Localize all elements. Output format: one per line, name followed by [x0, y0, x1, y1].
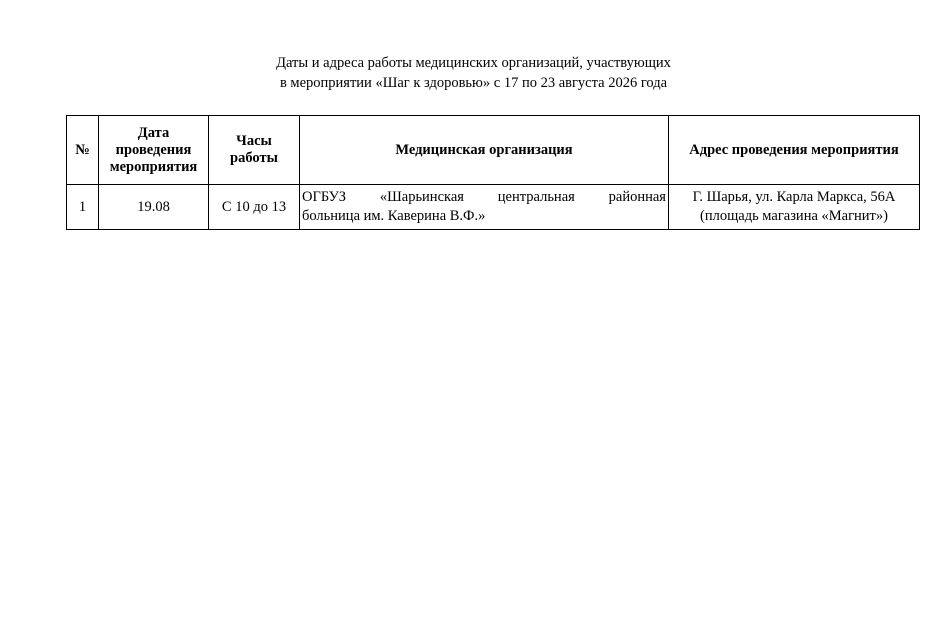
row-number: 1 — [67, 185, 99, 230]
row-address — [669, 185, 920, 230]
organization-word: ОГБУЗ — [302, 189, 347, 205]
organization-word: центральная — [497, 189, 575, 205]
organization-word: районная — [608, 189, 666, 205]
row-hours: С 10 до 13 — [209, 185, 300, 230]
header-organization: Медицинская организация — [300, 116, 669, 185]
address-line-2: (площадь магазина «Магнит») — [700, 208, 888, 224]
events-table — [66, 115, 920, 230]
table-row — [67, 185, 920, 230]
document-title — [0, 53, 947, 93]
header-address: Адрес проведения мероприятия — [669, 116, 920, 185]
organization-word: «Шарьинская — [379, 189, 464, 205]
table-header-row — [67, 116, 920, 185]
document-title-line-2: в мероприятии «Шаг к здоровью» с 17 по 23 августа 2026 года — [279, 75, 668, 91]
address-line-1: Г. Шарья, ул. Карла Маркса, 56А — [692, 189, 896, 205]
header-hours: Часы работы — [209, 116, 300, 185]
document-title-line-1: Даты и адреса работы медицинских организаций, участвующих — [276, 55, 671, 71]
organization-line-2: больница им. Каверина В.Ф.» — [302, 208, 486, 224]
row-organization — [300, 185, 669, 230]
row-date: 19.08 — [99, 185, 209, 230]
organization-line-1 — [302, 188, 666, 207]
header-number: № — [67, 116, 99, 185]
header-date: Дата проведения мероприятия — [99, 116, 209, 185]
